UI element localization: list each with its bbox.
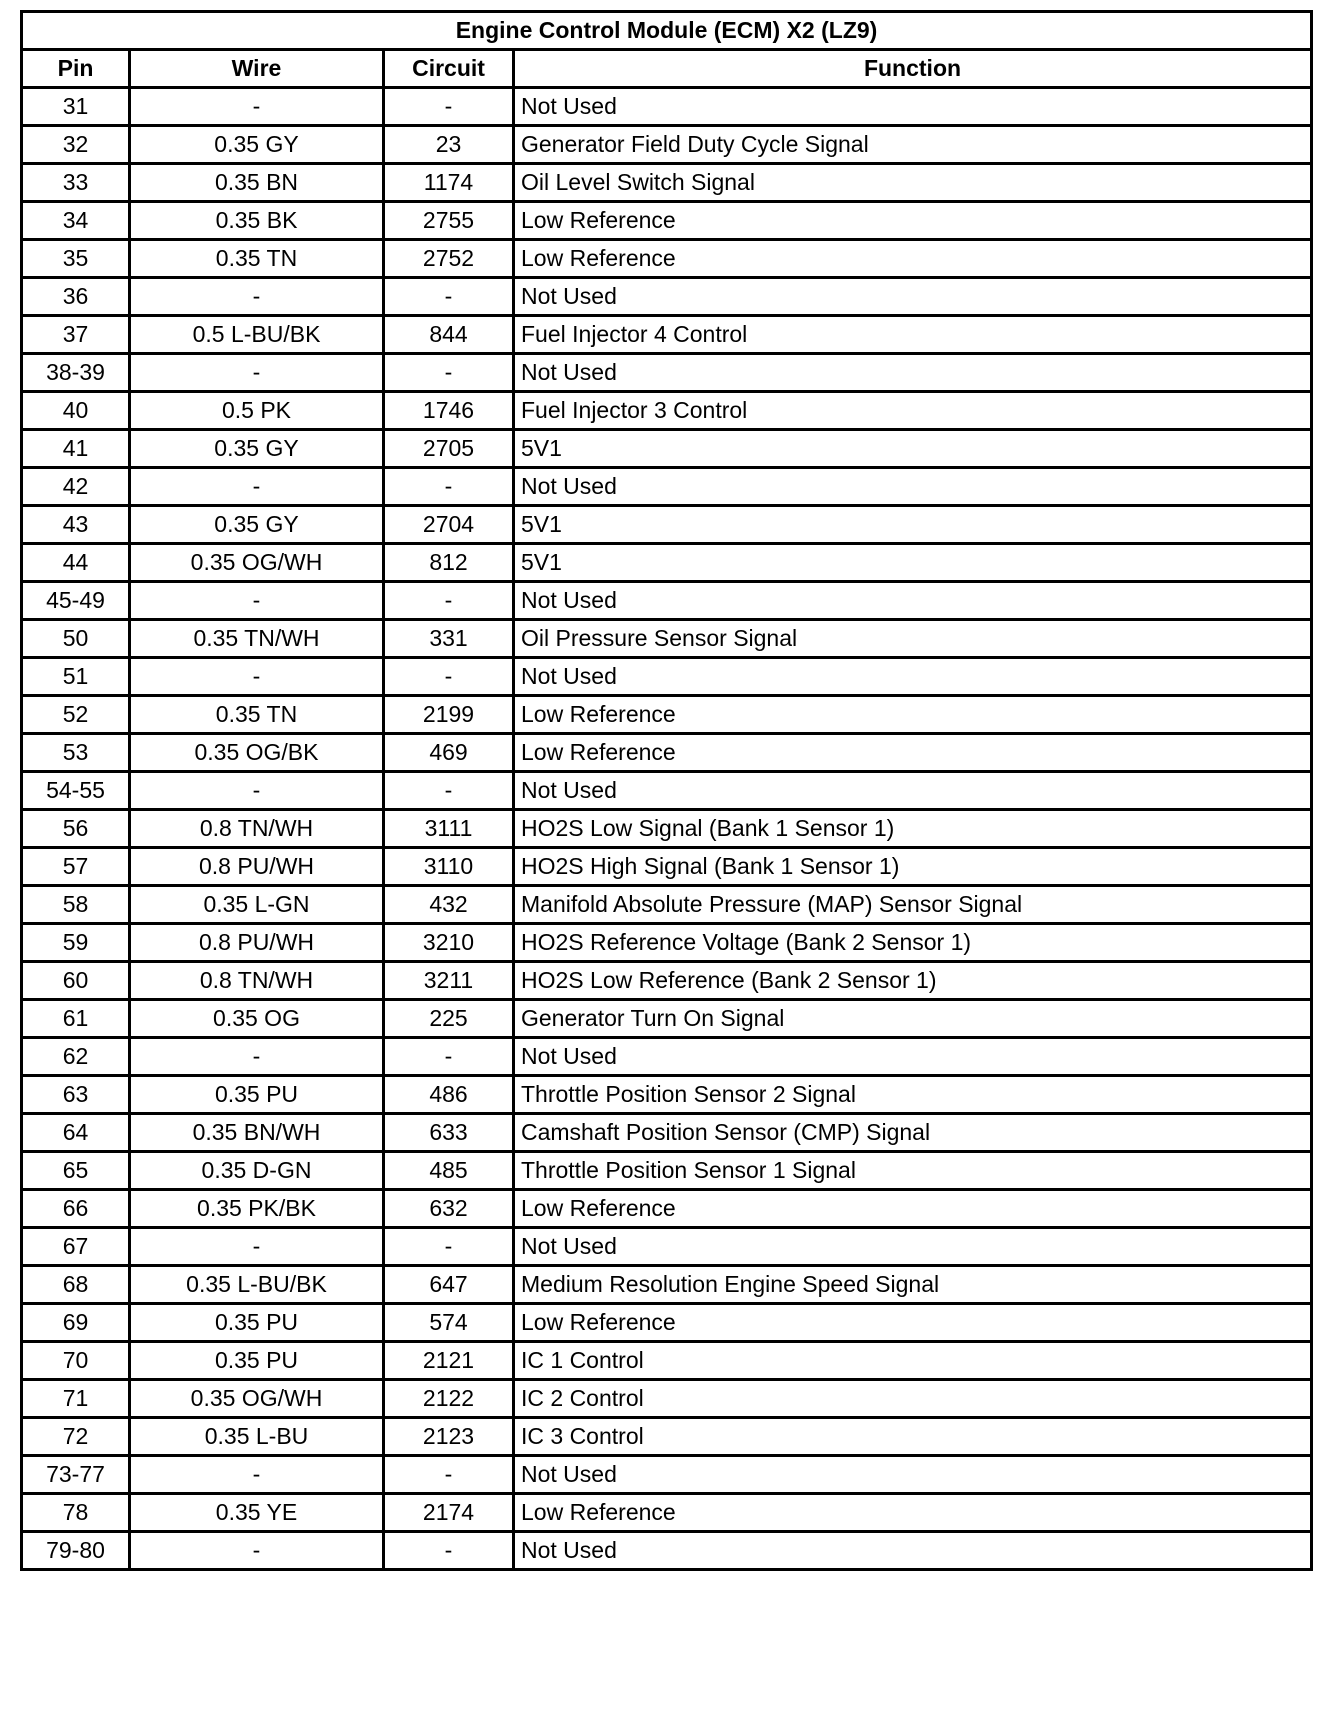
wire-cell: 0.35 OG/WH — [130, 544, 384, 582]
circuit-cell: 485 — [384, 1152, 514, 1190]
circuit-cell: - — [384, 468, 514, 506]
wire-cell: 0.8 TN/WH — [130, 810, 384, 848]
wire-cell: 0.35 BN/WH — [130, 1114, 384, 1152]
pin-cell: 44 — [22, 544, 130, 582]
pin-cell: 66 — [22, 1190, 130, 1228]
pin-cell: 79-80 — [22, 1532, 130, 1570]
pin-cell: 40 — [22, 392, 130, 430]
table-row — [22, 810, 1312, 848]
wire-cell: - — [130, 278, 384, 316]
wire-cell: 0.35 L-GN — [130, 886, 384, 924]
pin-cell: 52 — [22, 696, 130, 734]
column-header-pin: Pin — [22, 50, 130, 88]
wire-cell: 0.35 PU — [130, 1076, 384, 1114]
circuit-cell: 331 — [384, 620, 514, 658]
pin-cell: 38-39 — [22, 354, 130, 392]
function-cell: Low Reference — [514, 202, 1312, 240]
table-row — [22, 544, 1312, 582]
table-row — [22, 1494, 1312, 1532]
table-row — [22, 240, 1312, 278]
circuit-cell: - — [384, 1038, 514, 1076]
pin-cell: 73-77 — [22, 1456, 130, 1494]
pin-cell: 50 — [22, 620, 130, 658]
function-cell: Not Used — [514, 582, 1312, 620]
table-row — [22, 126, 1312, 164]
circuit-cell: - — [384, 1456, 514, 1494]
table-row — [22, 1456, 1312, 1494]
wire-cell: 0.35 OG/BK — [130, 734, 384, 772]
circuit-cell: 2123 — [384, 1418, 514, 1456]
table-row — [22, 1418, 1312, 1456]
function-cell: Camshaft Position Sensor (CMP) Signal — [514, 1114, 1312, 1152]
function-cell: Throttle Position Sensor 2 Signal — [514, 1076, 1312, 1114]
function-cell: Low Reference — [514, 1304, 1312, 1342]
function-cell: Low Reference — [514, 240, 1312, 278]
connector-pinout-table — [20, 10, 1313, 1571]
circuit-cell: - — [384, 1228, 514, 1266]
column-header-wire: Wire — [130, 50, 384, 88]
pin-cell: 45-49 — [22, 582, 130, 620]
wire-cell: 0.5 PK — [130, 392, 384, 430]
wire-cell: 0.35 OG — [130, 1000, 384, 1038]
pin-cell: 69 — [22, 1304, 130, 1342]
pin-cell: 58 — [22, 886, 130, 924]
wire-cell: - — [130, 1038, 384, 1076]
pin-cell: 68 — [22, 1266, 130, 1304]
table-row — [22, 316, 1312, 354]
wire-cell: 0.35 PU — [130, 1304, 384, 1342]
circuit-cell: 2174 — [384, 1494, 514, 1532]
wire-cell: - — [130, 582, 384, 620]
table-row — [22, 1190, 1312, 1228]
wire-cell: - — [130, 772, 384, 810]
pin-cell: 67 — [22, 1228, 130, 1266]
pin-cell: 64 — [22, 1114, 130, 1152]
table-row — [22, 696, 1312, 734]
circuit-cell: 844 — [384, 316, 514, 354]
table-row — [22, 1266, 1312, 1304]
circuit-cell: 2755 — [384, 202, 514, 240]
pin-cell: 51 — [22, 658, 130, 696]
table-row — [22, 88, 1312, 126]
pin-cell: 43 — [22, 506, 130, 544]
pin-cell: 31 — [22, 88, 130, 126]
function-cell: Low Reference — [514, 696, 1312, 734]
function-cell: Not Used — [514, 1456, 1312, 1494]
wire-cell: 0.35 YE — [130, 1494, 384, 1532]
function-cell: Not Used — [514, 1038, 1312, 1076]
pin-cell: 42 — [22, 468, 130, 506]
function-cell: Generator Field Duty Cycle Signal — [514, 126, 1312, 164]
function-cell: HO2S Low Signal (Bank 1 Sensor 1) — [514, 810, 1312, 848]
function-cell: 5V1 — [514, 430, 1312, 468]
function-cell: Fuel Injector 3 Control — [514, 392, 1312, 430]
wire-cell: 0.35 OG/WH — [130, 1380, 384, 1418]
table-row — [22, 354, 1312, 392]
wire-cell: 0.35 BN — [130, 164, 384, 202]
wire-cell: 0.35 GY — [130, 506, 384, 544]
function-cell: Low Reference — [514, 1190, 1312, 1228]
table-title: Engine Control Module (ECM) X2 (LZ9) — [22, 12, 1312, 50]
function-cell: HO2S Reference Voltage (Bank 2 Sensor 1) — [514, 924, 1312, 962]
circuit-cell: 2752 — [384, 240, 514, 278]
table-row — [22, 962, 1312, 1000]
wire-cell: 0.5 L-BU/BK — [130, 316, 384, 354]
circuit-cell: 1174 — [384, 164, 514, 202]
function-cell: Throttle Position Sensor 1 Signal — [514, 1152, 1312, 1190]
wire-cell: 0.35 PK/BK — [130, 1190, 384, 1228]
wire-cell: 0.8 TN/WH — [130, 962, 384, 1000]
pin-cell: 35 — [22, 240, 130, 278]
wire-cell: - — [130, 88, 384, 126]
function-cell: Not Used — [514, 1532, 1312, 1570]
circuit-cell: - — [384, 88, 514, 126]
function-cell: Not Used — [514, 278, 1312, 316]
function-cell: 5V1 — [514, 544, 1312, 582]
wire-cell: 0.8 PU/WH — [130, 924, 384, 962]
function-cell: Not Used — [514, 658, 1312, 696]
table-row — [22, 734, 1312, 772]
connector-table-container — [20, 10, 1310, 1571]
wire-cell: 0.35 TN — [130, 696, 384, 734]
function-cell: Generator Turn On Signal — [514, 1000, 1312, 1038]
circuit-cell: 23 — [384, 126, 514, 164]
circuit-cell: 3211 — [384, 962, 514, 1000]
wire-cell: 0.35 BK — [130, 202, 384, 240]
wire-cell: 0.8 PU/WH — [130, 848, 384, 886]
wire-cell: - — [130, 658, 384, 696]
circuit-cell: 486 — [384, 1076, 514, 1114]
circuit-cell: - — [384, 658, 514, 696]
pin-cell: 37 — [22, 316, 130, 354]
table-row — [22, 1000, 1312, 1038]
pin-cell: 32 — [22, 126, 130, 164]
table-row — [22, 848, 1312, 886]
wire-cell: 0.35 L-BU — [130, 1418, 384, 1456]
function-cell: IC 2 Control — [514, 1380, 1312, 1418]
table-row — [22, 1342, 1312, 1380]
wire-cell: 0.35 L-BU/BK — [130, 1266, 384, 1304]
table-row — [22, 1304, 1312, 1342]
circuit-cell: - — [384, 354, 514, 392]
column-header-function: Function — [514, 50, 1312, 88]
circuit-cell: 574 — [384, 1304, 514, 1342]
table-row — [22, 1380, 1312, 1418]
wire-cell: 0.35 PU — [130, 1342, 384, 1380]
wire-cell: 0.35 GY — [130, 430, 384, 468]
function-cell: Manifold Absolute Pressure (MAP) Sensor Signal — [514, 886, 1312, 924]
circuit-cell: 633 — [384, 1114, 514, 1152]
table-row — [22, 278, 1312, 316]
wire-cell: - — [130, 354, 384, 392]
table-row — [22, 1532, 1312, 1570]
circuit-cell: 432 — [384, 886, 514, 924]
table-row — [22, 1038, 1312, 1076]
circuit-cell: 2199 — [384, 696, 514, 734]
function-cell: IC 3 Control — [514, 1418, 1312, 1456]
table-body — [22, 88, 1312, 1570]
pin-cell: 34 — [22, 202, 130, 240]
function-cell: Not Used — [514, 88, 1312, 126]
pin-cell: 65 — [22, 1152, 130, 1190]
function-cell: HO2S High Signal (Bank 1 Sensor 1) — [514, 848, 1312, 886]
circuit-cell: 632 — [384, 1190, 514, 1228]
wire-cell: - — [130, 1456, 384, 1494]
pin-cell: 53 — [22, 734, 130, 772]
table-row — [22, 164, 1312, 202]
pin-cell: 60 — [22, 962, 130, 1000]
circuit-cell: - — [384, 582, 514, 620]
circuit-cell: 2705 — [384, 430, 514, 468]
function-cell: Not Used — [514, 1228, 1312, 1266]
table-row — [22, 1076, 1312, 1114]
wire-cell: 0.35 TN — [130, 240, 384, 278]
wire-cell: - — [130, 1532, 384, 1570]
wire-cell: 0.35 TN/WH — [130, 620, 384, 658]
pin-cell: 41 — [22, 430, 130, 468]
table-row — [22, 506, 1312, 544]
table-row — [22, 1152, 1312, 1190]
pin-cell: 36 — [22, 278, 130, 316]
column-header-circuit: Circuit — [384, 50, 514, 88]
function-cell: Medium Resolution Engine Speed Signal — [514, 1266, 1312, 1304]
circuit-cell: 1746 — [384, 392, 514, 430]
function-cell: Low Reference — [514, 734, 1312, 772]
pin-cell: 54-55 — [22, 772, 130, 810]
table-row — [22, 202, 1312, 240]
wire-cell: - — [130, 468, 384, 506]
wire-cell: - — [130, 1228, 384, 1266]
wire-cell: 0.35 GY — [130, 126, 384, 164]
table-row — [22, 392, 1312, 430]
circuit-cell: - — [384, 1532, 514, 1570]
circuit-cell: - — [384, 278, 514, 316]
circuit-cell: 647 — [384, 1266, 514, 1304]
circuit-cell: 2704 — [384, 506, 514, 544]
function-cell: Not Used — [514, 354, 1312, 392]
wire-cell: 0.35 D-GN — [130, 1152, 384, 1190]
table-row — [22, 658, 1312, 696]
header-row — [22, 50, 1312, 88]
pin-cell: 63 — [22, 1076, 130, 1114]
circuit-cell: 225 — [384, 1000, 514, 1038]
table-row — [22, 468, 1312, 506]
function-cell: Not Used — [514, 468, 1312, 506]
table-row — [22, 772, 1312, 810]
title-row — [22, 12, 1312, 50]
function-cell: IC 1 Control — [514, 1342, 1312, 1380]
pin-cell: 72 — [22, 1418, 130, 1456]
pin-cell: 70 — [22, 1342, 130, 1380]
function-cell: 5V1 — [514, 506, 1312, 544]
pin-cell: 78 — [22, 1494, 130, 1532]
table-row — [22, 582, 1312, 620]
circuit-cell: 469 — [384, 734, 514, 772]
table-row — [22, 886, 1312, 924]
pin-cell: 61 — [22, 1000, 130, 1038]
pin-cell: 57 — [22, 848, 130, 886]
pin-cell: 71 — [22, 1380, 130, 1418]
table-row — [22, 924, 1312, 962]
pin-cell: 33 — [22, 164, 130, 202]
pin-cell: 62 — [22, 1038, 130, 1076]
circuit-cell: 3111 — [384, 810, 514, 848]
function-cell: Oil Pressure Sensor Signal — [514, 620, 1312, 658]
table-row — [22, 1228, 1312, 1266]
circuit-cell: 812 — [384, 544, 514, 582]
circuit-cell: 2121 — [384, 1342, 514, 1380]
table-row — [22, 1114, 1312, 1152]
function-cell: Fuel Injector 4 Control — [514, 316, 1312, 354]
pin-cell: 56 — [22, 810, 130, 848]
circuit-cell: 3110 — [384, 848, 514, 886]
circuit-cell: 3210 — [384, 924, 514, 962]
function-cell: HO2S Low Reference (Bank 2 Sensor 1) — [514, 962, 1312, 1000]
table-row — [22, 430, 1312, 468]
function-cell: Low Reference — [514, 1494, 1312, 1532]
function-cell: Oil Level Switch Signal — [514, 164, 1312, 202]
pin-cell: 59 — [22, 924, 130, 962]
circuit-cell: - — [384, 772, 514, 810]
table-row — [22, 620, 1312, 658]
circuit-cell: 2122 — [384, 1380, 514, 1418]
function-cell: Not Used — [514, 772, 1312, 810]
